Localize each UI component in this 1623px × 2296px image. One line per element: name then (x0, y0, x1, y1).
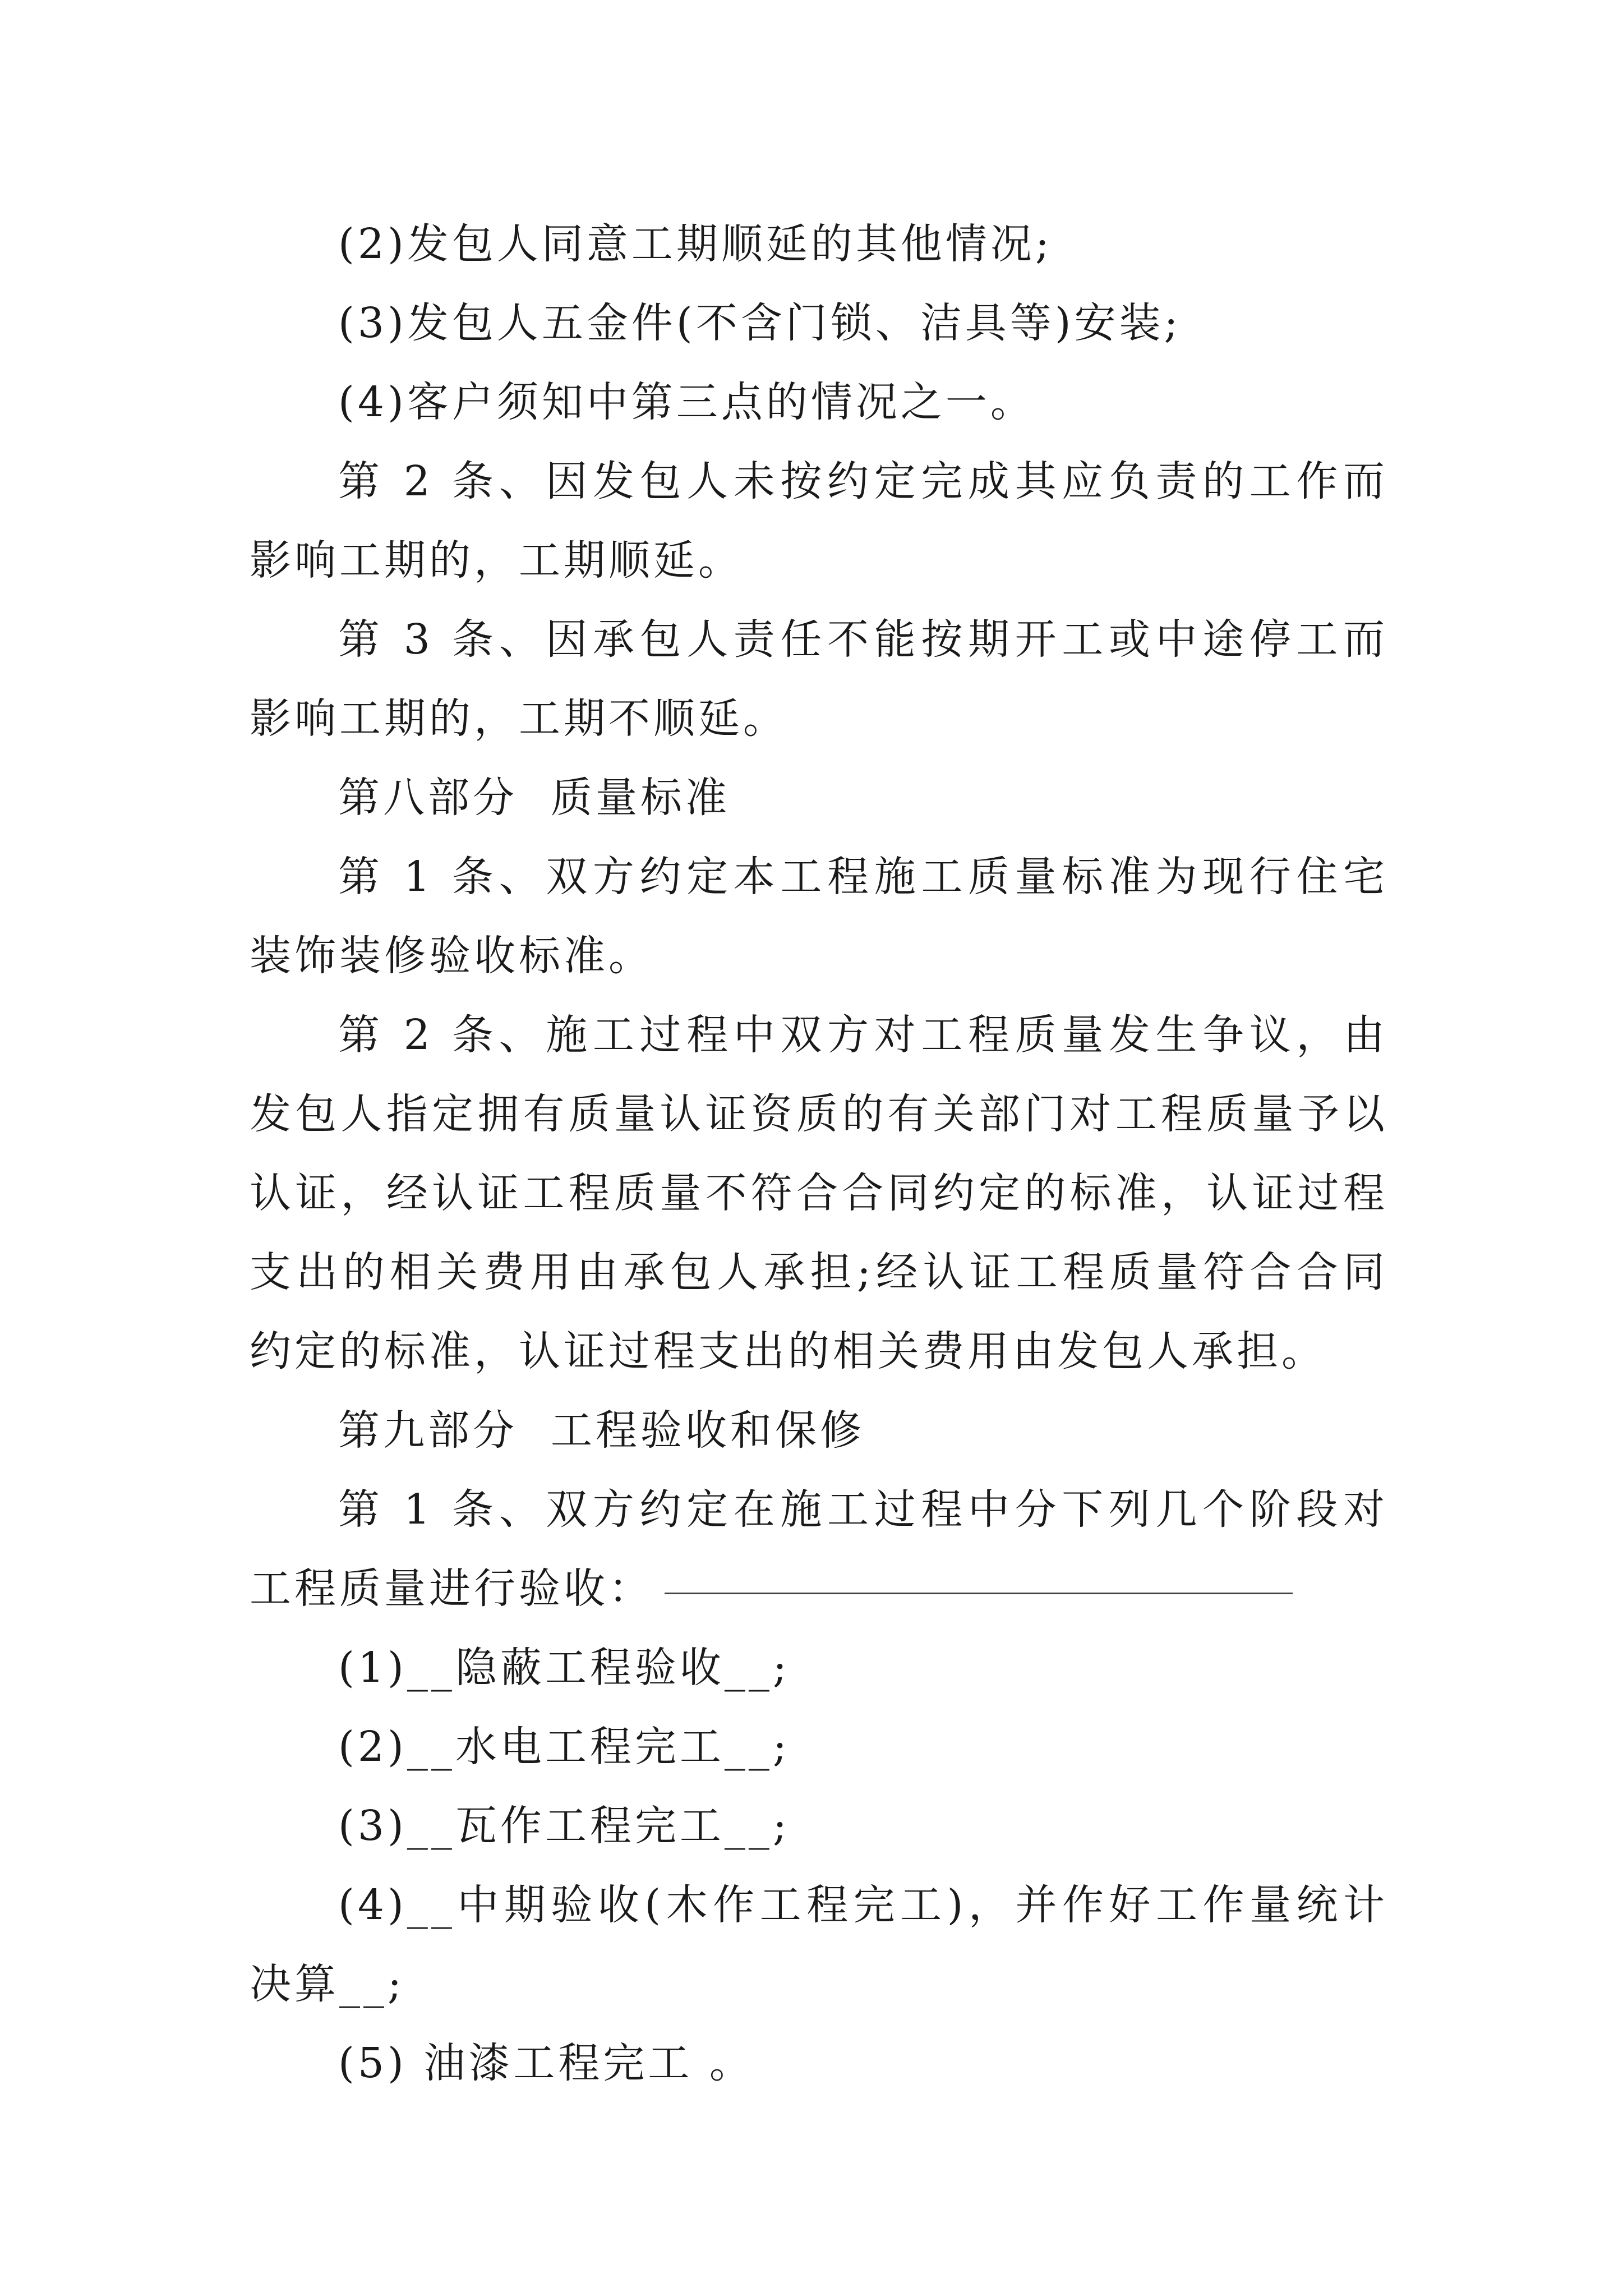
article-paragraph: 第 2 条、施工过程中双方对工程质量发生争议，由发包人指定拥有质量认证资质的有关部门对工程质量予以认证，经认证工程质量不符合合同约定的标准，认证过程支出的相关费用由承包人承担;经认证工程质量符合合同约定的标准，认证过程支出的相关费用由发包人承担。 (250, 1011, 1388, 1375)
section-heading: 第八部分 质量标准 (338, 774, 731, 822)
list-item: (1)__隐蔽工程验收__; (338, 1644, 790, 1692)
article-paragraph: 第 2 条、因发包人未按约定完成其应负责的工作而影响工期的，工期顺延。 (250, 457, 1388, 585)
article-paragraph: 第 1 条、双方约定本工程施工质量标准为现行住宅装饰装修验收标准。 (250, 853, 1388, 980)
fill-in-blank-line[interactable] (665, 1589, 1293, 1594)
list-item: (2)发包人同意工期顺延的其他情况; (338, 220, 1053, 268)
list-item: (4)__中期验收(木作工程完工)，并作好工作量统计决算__; (250, 1881, 1388, 2008)
list-item: (4)客户须知中第三点的情况之一。 (338, 378, 1035, 426)
list-item: (3)发包人五金件(不含门锁、洁具等)安装; (338, 299, 1182, 347)
list-item: (3)__瓦作工程完工__; (338, 1802, 790, 1850)
article-paragraph: 第 3 条、因承包人责任不能按期开工或中途停工而影响工期的，工期不顺延。 (250, 615, 1388, 743)
list-item: (5) 油漆工程完工 。 (338, 2039, 754, 2087)
section-heading: 第九部分 工程验收和保修 (338, 1406, 865, 1455)
article-text: 第 1 条、双方约定在施工过程中分下列几个阶段对工程质量进行验收： (250, 1485, 1388, 1613)
list-item: (2)__水电工程完工__; (338, 1723, 790, 1771)
document-body (250, 205, 1388, 2103)
article-paragraph-with-blank (250, 1470, 1388, 1628)
